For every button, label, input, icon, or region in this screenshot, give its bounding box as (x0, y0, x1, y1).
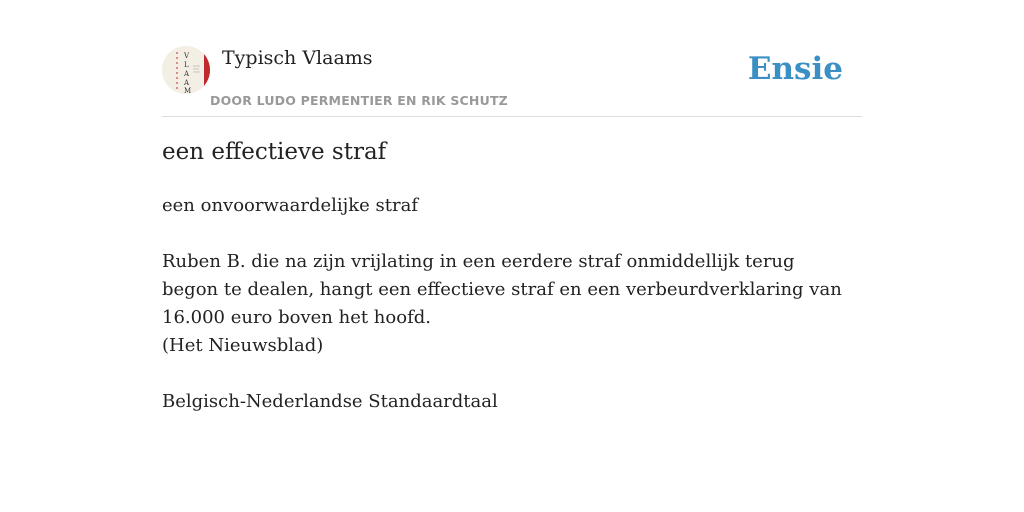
book-cover-avatar[interactable] (162, 46, 210, 94)
header (162, 46, 862, 117)
svg-text:A: A (184, 79, 190, 87)
authors-byline: DOOR LUDO PERMENTIER EN RIK SCHUTZ (210, 93, 508, 108)
spacer (162, 220, 852, 248)
entry-category: Belgisch-Nederlandse Standaardtaal (162, 391, 498, 412)
ensie-logo-link[interactable]: Ensie (747, 51, 843, 87)
book-cover-image (162, 46, 210, 94)
entry-source: (Het Nieuwsblad) (162, 335, 324, 356)
book-title[interactable]: Typisch Vlaams (222, 47, 373, 69)
svg-text:V: V (184, 52, 190, 60)
entry-content (162, 192, 852, 416)
svg-text:A: A (184, 70, 190, 78)
entry-term: een effectieve straf (162, 139, 387, 165)
svg-text:M: M (184, 87, 192, 94)
spacer (162, 360, 852, 388)
svg-text:L: L (184, 61, 189, 69)
entry-example: Ruben B. die na zijn vrijlating in een eerdere straf onmiddellijk terug begon te dealen, hangt een effectieve straf en een verbeurdverklaring van 16.000 euro boven het hoofd. (162, 251, 842, 328)
entry-definition: een onvoorwaardelijke straf (162, 195, 418, 216)
